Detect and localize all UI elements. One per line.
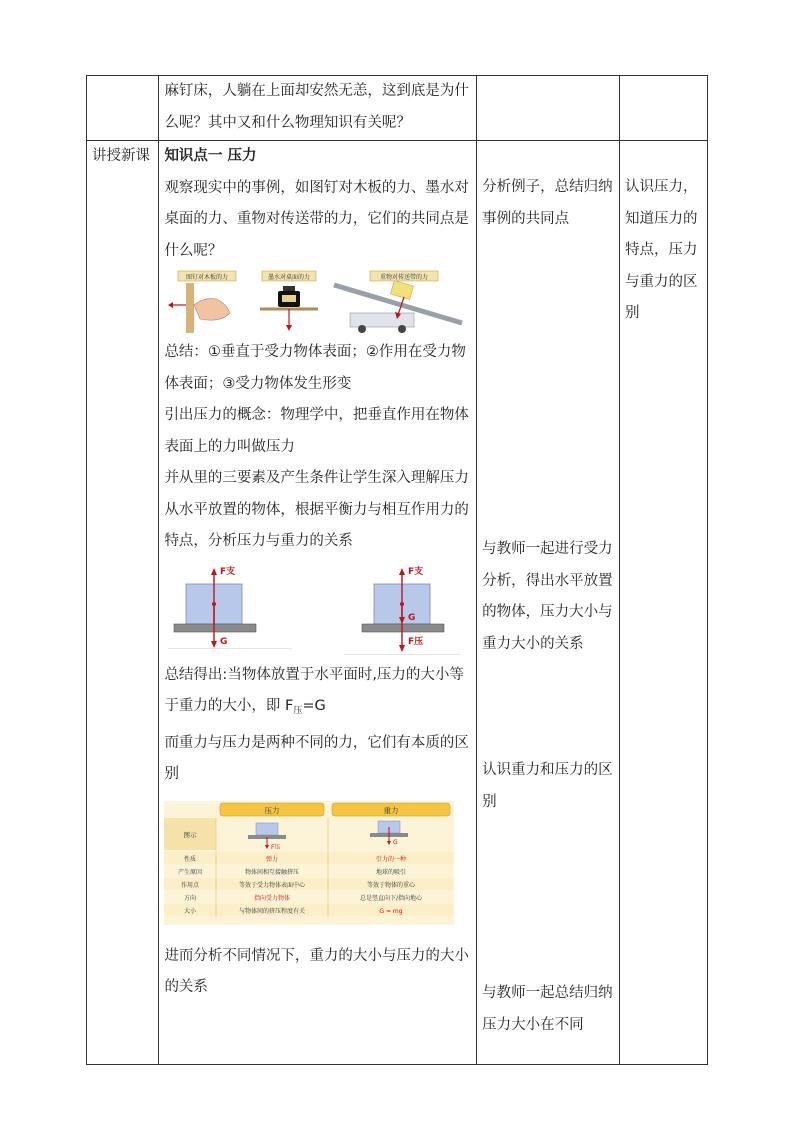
row2-col2 [159, 141, 477, 1065]
row-bg-5 [164, 904, 454, 916]
intro-text: 麻钉床，人躺在上面却安然无恙，这到底是为什么呢？其中又和什么物理知识有关呢？ [164, 83, 469, 131]
row-bg-1 [164, 852, 454, 864]
gravity-point: 等效于物体的重心 [367, 881, 416, 889]
center-left [212, 602, 216, 606]
arrowhead-support-right [399, 568, 405, 575]
arrowhead-support-left [211, 568, 217, 575]
summary-equal [164, 660, 471, 728]
pressure-magnitude: 与物体间的挤压程度有关 [239, 907, 306, 915]
label-f-pressure-right: F压 [408, 636, 424, 647]
pressure-cause: 物体间相互接触挤压 [245, 868, 300, 876]
row2-col4 [620, 141, 708, 1065]
row-label-magnitude: 大小 [184, 907, 197, 915]
summary-equal-b: =G [302, 698, 326, 714]
knowledge-heading: 知识点一 压力 [164, 148, 257, 164]
mini-label-fp: F压 [271, 843, 281, 851]
ground-right [362, 624, 444, 632]
label-pin-board: 图钉对木板的力 [186, 274, 229, 281]
label-g-right: G [408, 612, 416, 623]
arrowhead-gravity-left [211, 641, 217, 648]
summary-equal-sub: 压 [293, 706, 303, 716]
label-ink-desk: 墨水对桌面的力 [268, 274, 311, 281]
row-bg-2 [164, 865, 454, 877]
row1-col3 [477, 76, 620, 141]
row1-col4 [620, 76, 708, 141]
lesson-table [86, 75, 708, 1065]
pressure-concept: 引出压力的概念：物理学中，把垂直作用在物体表面上的力叫做压力 [164, 407, 469, 455]
arrowhead-pin [168, 302, 173, 308]
heavy-box [391, 281, 414, 300]
ink-cap [283, 286, 295, 291]
section-label: 讲授新课 [92, 148, 150, 164]
final-analysis: 进而分析不同情况下，重力的大小与压力的大小的关系 [164, 947, 469, 995]
fig-base-line-left [168, 648, 292, 649]
row-label-cause: 产生原因 [178, 868, 203, 876]
row-label-direction: 方向 [184, 894, 197, 902]
label-f-support-left: F支 [220, 566, 236, 577]
student-activity-1: 分析例子，总结归纳事例的共同点 [482, 179, 613, 227]
gravity-magnitude: G = mg [379, 907, 404, 915]
three-elements: 并从里的三要素及产生条件让学生深入理解压力 [164, 470, 469, 486]
header-pressure-text: 压力 [264, 805, 280, 815]
header-gravity-text: 重力 [383, 805, 399, 815]
summary-features: 总结：①垂直于受力物体表面；②作用在受力物体表面；③受力物体发生形变 [164, 344, 466, 392]
wheel-left [358, 325, 366, 333]
relation-intro: 从水平放置的物体，根据平衡力与相互作用力的特点，分析压力与重力的关系 [164, 501, 469, 549]
row1-col1 [87, 76, 159, 141]
arrowhead-ink [286, 325, 292, 331]
row1-col2 [159, 76, 477, 141]
table-row [87, 76, 708, 141]
row2-col3 [477, 141, 620, 1065]
board [186, 283, 194, 333]
student-activity-2: 与教师一起进行受力分析，得出水平放置的物体，压力大小与重力大小的关系 [482, 541, 613, 652]
row-label-nature: 性质 [184, 855, 197, 863]
ground-left [174, 624, 256, 632]
center-right [400, 602, 404, 606]
fig-base-line-right [344, 654, 460, 655]
pressure-nature: 弹力 [266, 855, 279, 863]
row-label-point: 作用点 [181, 881, 200, 889]
thumb-shape [194, 299, 230, 321]
pressure-point: 等效于受力物体表面中心 [239, 881, 306, 889]
mini-block-pressure [256, 823, 278, 835]
comparison-table-figure [164, 801, 456, 927]
force-analysis-figure [164, 560, 464, 656]
pressure-direction: 指向受力物体 [254, 894, 291, 902]
ink-label [282, 295, 296, 302]
row-label-diagram: 图示 [183, 830, 197, 839]
gravity-cause: 地球的吸引 [376, 868, 407, 876]
observe-paragraph: 观察现实中的事例，如图钉对木板的力、墨水对桌面的力、重物对传送带的力，它们的共同点是什么呢？ [164, 179, 469, 259]
belt-truck [350, 313, 414, 327]
label-g-left: G [220, 636, 228, 647]
label-f-support-right: F支 [408, 566, 424, 577]
student-activity-4: 与教师一起总结归纳压力大小在不同 [482, 985, 613, 1033]
mini-label-g: G [393, 838, 399, 846]
label-load-belt: 重物对传送带的力 [380, 274, 429, 281]
goal-text: 认识压力，知道压力的特点，压力与重力的区别 [625, 179, 698, 321]
arrowhead-pressure-right [399, 645, 405, 652]
gravity-nature: 引力的一种 [376, 855, 407, 863]
row2-col1 [87, 141, 159, 1065]
student-activity-3: 认识重力和压力的区别 [482, 762, 613, 810]
table-row [87, 141, 708, 1065]
difference-text: 而重力与压力是两种不同的力，它们有本质的区别 [164, 734, 469, 782]
summary-equal-a: 总结得出:当物体放置于水平面时,压力的大小等于重力的大小，即 F [164, 666, 464, 714]
force-examples-figure [164, 269, 464, 333]
wheel-right [398, 325, 406, 333]
lesson-page [86, 75, 708, 1065]
gravity-direction: 总是竖直向下/指向地心 [360, 894, 423, 902]
